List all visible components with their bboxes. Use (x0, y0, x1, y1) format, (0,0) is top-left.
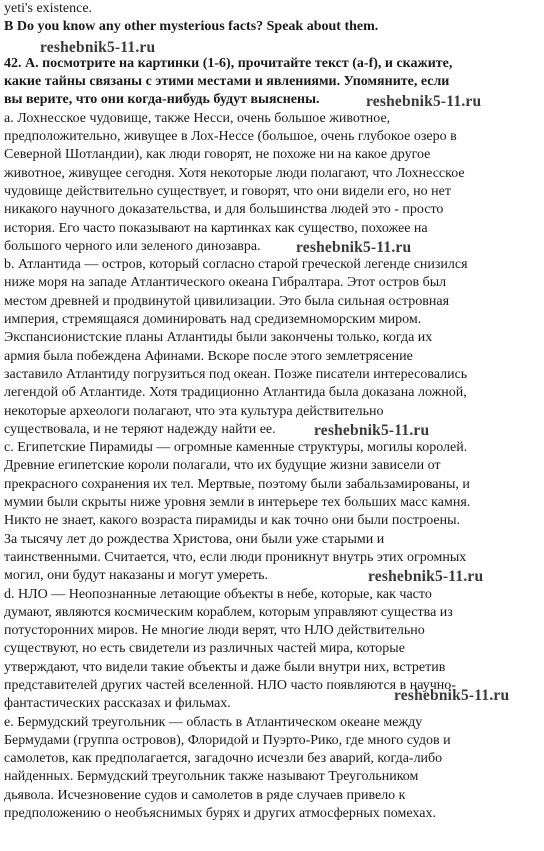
watermark-text: reshebnik5-11.ru (368, 568, 484, 586)
watermark-text: reshebnik5-11.ru (394, 687, 510, 705)
paragraph-a-line-text: большого черного или зеленого динозавра. (4, 238, 261, 254)
paragraph-c-line-text: могил, они будут наказаны и могут умереть. (4, 568, 268, 584)
watermark-row-1 (4, 37, 538, 55)
paragraph-b-line: империя, стремящаяся доминировать над средиземноморским миром. (4, 312, 422, 328)
paragraph-c-line: прекрасного сохранения их тел. Мертвые, поэтому были забальзамированы, и (4, 476, 470, 492)
paragraph-c-line (4, 567, 538, 585)
paragraph-d-line: существуют, но есть свидетели из различных частей мира, которые (4, 641, 405, 657)
paragraph-e-line: самолетов, как предполагается, загадочно исчезли без аварий, когда-либо (4, 751, 443, 767)
paragraph-c-line: За тысячу лет до рождества Христова, они были уже старыми и (4, 531, 385, 547)
paragraph-c-line: таинственными. Считается, что, если люди проникнут внутрь этих огромных (4, 549, 467, 565)
paragraph-b-line-text: существовала, и не теряют надежду найти ее. (4, 421, 276, 437)
task-42-line-3 (4, 91, 538, 109)
watermark-text: reshebnik5-11.ru (296, 238, 412, 256)
paragraph-c-line: Никто не знает, какого возраста пирамиды и как точно они были построены. (4, 513, 461, 529)
paragraph-b-line: легендой об Атлантиде. Хотя традиционно Атлантида была доказана ложной, (4, 385, 467, 401)
paragraph-c (4, 439, 538, 585)
paragraph-b-line: местом древней и продвинутой цивилизации. Это была сильная островная (4, 293, 450, 309)
paragraph-b-line: заставило Атлантиду погрузиться под океан. Позже писатели интересовались (4, 366, 468, 382)
paragraph-d-line: утверждают, что видели такие объекты и даже были внутри них, встретив (4, 659, 446, 675)
paragraph-e-line: e. Бермудский треугольник — область в Атлантическом океане между (4, 714, 423, 730)
paragraph-d-line: потусторонних миров. Не многие люди верят, что НЛО действительно (4, 623, 425, 639)
previous-text-line: yeti's existence. (4, 1, 93, 16)
paragraph-e-line: найденных. Бермудский треугольник также называют Треугольником (4, 769, 419, 785)
paragraph-c-line: мумии были скрыты ниже уровня земли в интерьере тех больших масс камня. (4, 495, 471, 511)
paragraph-b (4, 256, 538, 439)
paragraph-b-line: b. Атлантида — остров, который согласно старой греческой легенде снизился (4, 257, 468, 273)
watermark-text: reshebnik5-11.ru (366, 93, 482, 111)
paragraph-e-line: предположению о необъяснимых бурях и других атмосферных помехах. (4, 806, 436, 822)
paragraph-d-line: d. НЛО — Неопознанные летающие объекты в небе, которые, как часто (4, 586, 432, 602)
task-42-line-3-text: вы верите, что они когда-нибудь будут выяснены. (4, 92, 320, 108)
watermark-text: reshebnik5-11.ru (314, 421, 430, 439)
paragraph-a-line: Северной Шотландии), как люди говорят, не похоже ни на какое другое (4, 147, 431, 163)
paragraph-e-line: дьявола. Исчезновение судов и самолетов в ряде случаев привело к (4, 787, 406, 803)
paragraph-b-line: армия была побеждена Афинами. Вскоре после этого землетрясение (4, 348, 413, 364)
task-42-line-2: какие тайны связаны с этими местами и явлениями. Упомяните, если (4, 74, 450, 90)
paragraph-a-line (4, 238, 538, 256)
paragraph-a-line: никакого научного доказательства, и для большинства людей это - просто (4, 202, 444, 218)
paragraph-a-line: a. Лохнесское чудовище, также Несси, очень большое животное, (4, 110, 391, 126)
paragraph-b-line: ниже моря на западе Атлантического океана Гибралтара. Этот остров был (4, 275, 447, 291)
paragraph-d-line-text: фантастических рассказах и фильмах. (4, 696, 231, 712)
textbook-page (4, 0, 538, 823)
paragraph-b-line: Экспансионистские планы Атлантиды были закончены только, когда их (4, 330, 433, 346)
paragraph-a-line: чудовище действительно существует, и говорят, что они видели его, но нет (4, 183, 451, 199)
paragraph-a-line: животное, живущее сегодня. Хотя некоторые люди полагают, что Лохнесское (4, 165, 465, 181)
paragraph-d-line (4, 687, 538, 713)
paragraph-e (4, 714, 538, 824)
paragraph-b-line (4, 421, 538, 439)
paragraph-a (4, 110, 538, 256)
paragraph-a-line: предположительно, живущее в Лох-Нессе (большое, очень глубокое озеро в (4, 129, 457, 145)
task-b-heading: B Do you know any other mysterious facts? Speak about them. (4, 19, 379, 35)
paragraph-b-line: некоторые археологи полагают, что эта культура действительно (4, 403, 384, 419)
paragraph-c-line: c. Египетские Пирамиды — огромные каменные структуры, могилы королей. (4, 440, 468, 456)
paragraph-e-line: Бермудами (группа островов), Флоридой и Пуэрто-Рико, где много судов и (4, 732, 451, 748)
watermark-text: reshebnik5-11.ru (40, 38, 156, 56)
paragraph-a-line: история. Его часто показывают на картинках как существо, похожее на (4, 220, 428, 236)
task-42-heading (4, 55, 538, 110)
task-42-line-1: 42. А. посмотрите на картинки (1-6), прочитайте текст (a-f), и скажите, (4, 55, 453, 71)
paragraph-c-line: Древние египетские короли полагали, что их будущие жизни зависели от (4, 458, 441, 474)
paragraph-d-line: представителей других частей вселенной. НЛО часто появляются в научно- (4, 677, 456, 693)
paragraph-d-line: думают, являются космическим кораблем, которым управляют существа из (4, 604, 453, 620)
paragraph-d (4, 586, 538, 714)
